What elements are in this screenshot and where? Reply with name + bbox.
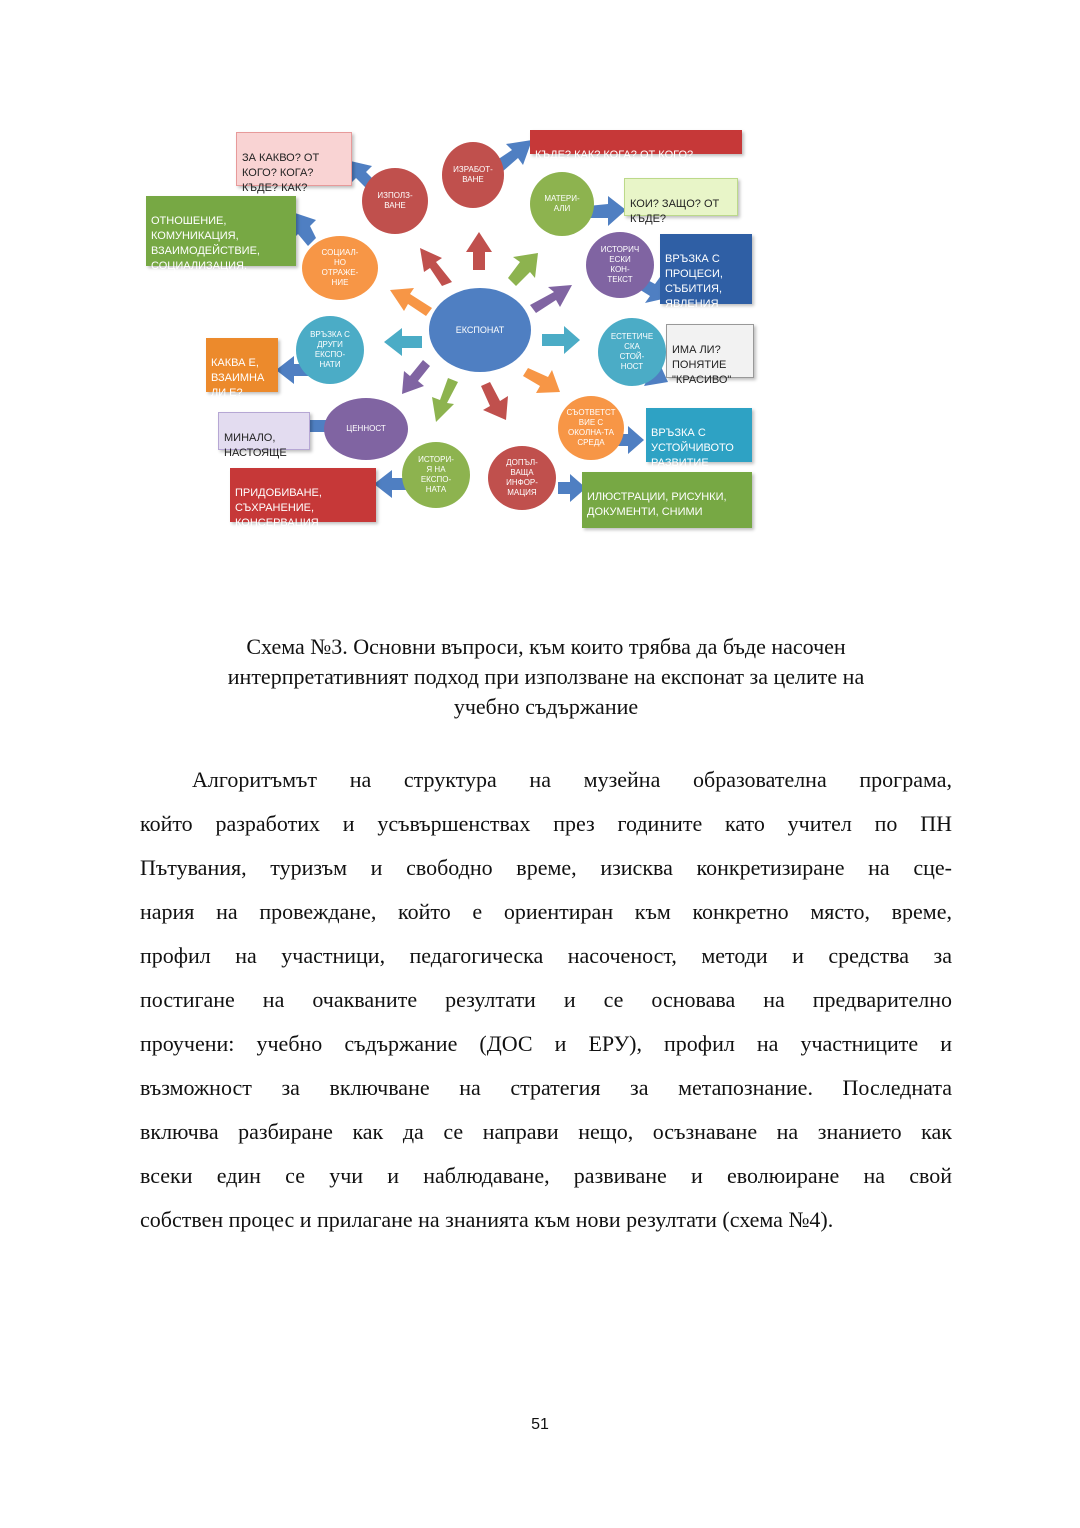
page-number: 51 [531,1416,549,1433]
box-kakva-e [206,338,278,399]
paragraph-line: постигане на очакваните резултати и се основава на предварително [140,987,952,1012]
radial-arrow-left [384,328,422,356]
box-ilyustratsii [582,472,752,528]
box-text: ВРЪЗКА С ПРОЦЕСИ, СЪБИТИЯ, ЯВЛЕНИЯ [665,253,723,310]
box-otnoshenie [146,196,296,272]
radial-arrow-right [542,326,580,354]
box-text: КЪДЕ? КАК? КОГА? ОТ КОГО? [535,149,694,161]
node-esteticheska-stoynost [598,318,666,386]
node-label: СЪОТВЕТСТ ВИЕ С ОКОЛНА-ТА СРЕДА [566,408,616,447]
node-materiali [530,172,594,236]
box-vrazka-ustoychivo [646,408,752,469]
caption-line: Схема №3. Основни въпроси, към които трябва да бъде насочен [246,634,846,659]
box-koi-zashto [624,178,738,225]
node-label: ИСТОРИЧ ЕСКИ КОН- ТЕКСТ [600,245,640,284]
paragraph-line: проучени: учебно съдържание (ДОС и ЕРУ), профил на участниците и [140,1031,952,1056]
node-label: ЕСТЕТИЧЕ СКА СТОЙ- НОСТ [610,332,654,371]
node-istoricheski-kontekst [586,232,654,298]
figure-caption [140,632,952,722]
node-label: ДОПЪЛ- ВАЩА ИНФОР- МАЦИЯ [506,458,538,497]
radial-arrow-left-down [402,360,430,394]
box-vrazka-protsesi [660,234,752,310]
caption-line: интерпретативният подход при използване на експонат за целите на [227,664,865,689]
node-label: ИЗРАБОТ- ВАНЕ [453,165,493,184]
radial-arrow-right-up [530,285,572,313]
paragraph-line: нария на провеждане, който е ориентиран към конкретно място, време, [140,899,952,924]
box-kade-kak-koga [530,130,742,161]
box-text: КАКВА Е, ВЗАИМНА ЛИ Е? [211,357,265,399]
node-vrazka-drugi-eksponati [296,316,364,384]
box-text: ПРИДОБИВАНЕ, СЪХРАНЕНИЕ, КОНСЕРВАЦИЯ [235,487,322,529]
box-za-kakvo [236,132,352,194]
caption-line: учебно съдържание [453,694,639,719]
node-label: СОЦИАЛ- НО ОТРАЖЕ- НИЕ [321,248,359,287]
node-label: ИСТОРИ- Я НА ЕКСПО- НАТА [418,455,454,494]
node-label: МАТЕРИ- АЛИ [544,194,580,213]
node-istoriya-na-eksponata [402,442,470,508]
radial-arrow-down-left [432,378,458,422]
node-saotvetstvie [558,396,624,460]
box-text: КОИ? ЗАЩО? ОТ КЪДЕ? [630,198,720,225]
center-node-exponat [429,288,531,372]
paragraph-line: всеки един се учи и наблюдаване, развиване и еволюиране на свой [140,1163,952,1188]
node-label: ИЗПОЛЗ- ВАНЕ [377,191,413,210]
box-text: ИЛЮСТРАЦИИ, РИСУНКИ, ДОКУМЕНТИ, СНИМИ [587,491,727,518]
center-node-label: ЕКСПОНАТ [455,325,505,335]
node-izrabotvane [442,142,504,208]
box-text: ВРЪЗКА С УСТОЙЧИВОТО РАЗВИТИЕ [651,427,734,469]
box-text: МИНАЛО, НАСТОЯЩЕ [224,432,287,459]
node-label: ВРЪЗКА С ДРУГИ ЕКСПО- НАТИ [310,330,350,369]
paragraph-line: включва разбиране как да се направи нещо, осъзнаване на знанието как [140,1119,952,1144]
radial-arrow-down-right [481,382,508,420]
box-pridobivane [230,468,376,529]
radial-arrow-right-down [523,368,560,393]
box-text: ЗА КАКВО? ОТ КОГО? КОГА? КЪДЕ? КАК? [242,152,320,194]
radial-arrow-upright [508,253,538,286]
node-dopalvashta-informatsiya [488,446,556,510]
box-text: ОТНОШЕНИЕ, КОМУНИКАЦИЯ, ВЗАИМОДЕЙСТВИЕ, СОЦИАЛИЗАЦИЯ. [151,215,260,272]
radial-arrow-left-up [390,288,432,316]
node-izpolzvane [362,168,428,234]
box-minalo [218,412,310,459]
body-paragraph [140,758,952,1242]
radial-arrow-up [466,232,492,270]
paragraph-line: Пътувания, туризъм и свободно време, изисква конкретизиране на сце- [140,855,952,880]
scheme-3-diagram [140,120,760,540]
paragraph-line: профил на участници, педагогическа насоченост, методи и средства за [140,943,952,968]
box-ima-li [666,324,754,386]
paragraph-line: който разработих и усъвършенствах през годините като учител по ПН [140,811,952,836]
radial-arrow-up-left [420,248,452,286]
node-tsennost [324,398,408,460]
node-sotsialno-otrazhenie [302,236,378,300]
node-label: ЦЕННОСТ [346,424,386,433]
paragraph-line: собствен процес и прилагане на знанията към нови резултати (схема №4). [140,1207,834,1232]
box-text: ИМА ЛИ? ПОНЯТИЕ "КРАСИВО" [672,344,732,386]
paragraph-line: Алгоритъмът на структура на музейна образователна програма, [192,767,952,792]
paragraph-line: възможност за включване на стратегия за метапознание. Последната [140,1075,952,1100]
